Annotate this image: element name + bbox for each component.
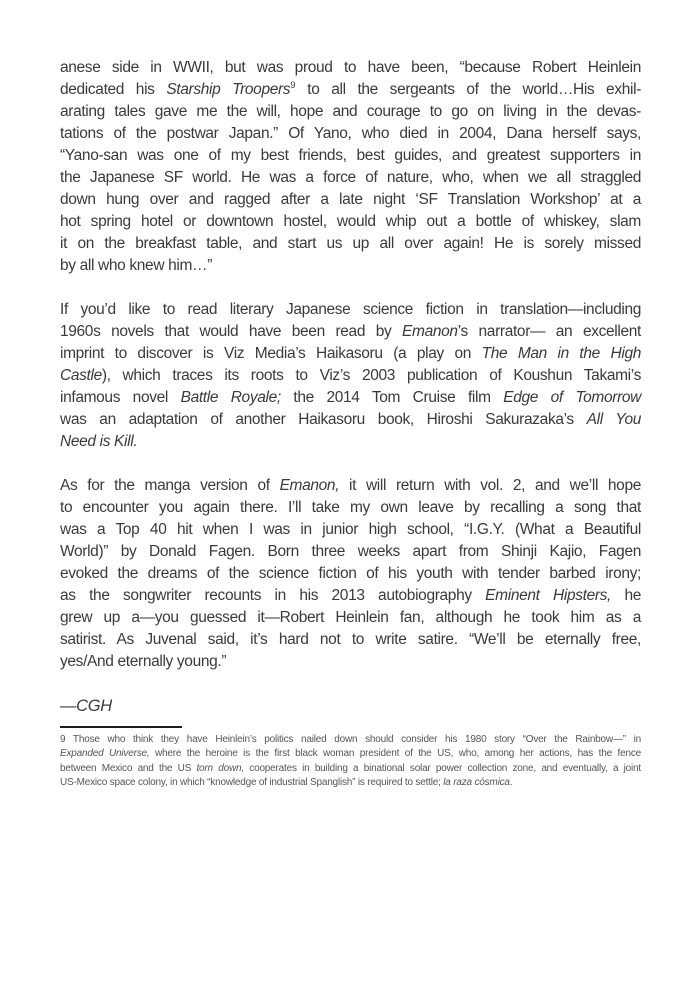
text-segment: hot spring hotel or downtown hostel, would whip out a bottle of whiskey, slam bbox=[60, 213, 641, 230]
text-segment: to encounter you again there. I’ll take my own leave by recalling a song that bbox=[60, 499, 641, 516]
text-segment: imprint to discover is Viz Media’s Haikasoru (a play on bbox=[60, 345, 482, 362]
text-line bbox=[60, 123, 641, 145]
text-line bbox=[60, 299, 641, 321]
text-segment: grew up a—you guessed it—Robert Heinlein fan, although he took him as a bbox=[60, 609, 641, 626]
text-column bbox=[60, 57, 641, 791]
text-segment: All You bbox=[586, 411, 641, 428]
text-line bbox=[60, 762, 641, 776]
text-segment: it on the breakfast table, and start us up all over again! He is sorely missed bbox=[60, 235, 641, 252]
text-segment: to all the sergeants of the world…His exhil- bbox=[295, 81, 642, 98]
text-segment: where the heroine is the first black woman president of the US, who, among her actions, has the fence bbox=[149, 748, 641, 760]
text-segment: . bbox=[509, 777, 513, 789]
text-line bbox=[60, 365, 641, 387]
text-line bbox=[60, 519, 641, 541]
text-segment: World)” by Donald Fagen. Born three weeks apart from Shinji Kajio, Fagen bbox=[60, 543, 641, 560]
text-segment: If you’d like to read literary Japanese science fiction in translation—including bbox=[60, 301, 641, 318]
text-segment: As for the manga version of bbox=[60, 477, 280, 494]
text-segment: arating tales gave me the will, hope and courage to go on living in the devas- bbox=[60, 103, 641, 120]
text-line bbox=[60, 79, 641, 101]
paragraph bbox=[60, 299, 641, 453]
text-segment: 9 Those who think they have Heinlein’s politics nailed down should consider his 1980 story “Over the Rainbow—” in bbox=[60, 734, 641, 745]
text-line bbox=[60, 167, 641, 189]
text-segment: infamous novel bbox=[60, 389, 181, 406]
paragraph bbox=[60, 57, 641, 277]
text-segment: Battle Royale; bbox=[180, 389, 281, 406]
text-segment: anese side in WWII, but was proud to have been, “because Robert Heinlein bbox=[60, 59, 641, 76]
text-line bbox=[60, 409, 641, 431]
text-line bbox=[60, 563, 641, 585]
footnote-reference: 9 bbox=[290, 79, 296, 91]
text-segment: US-Mexico space colony, in which “knowledge of industrial Spanglish” is required to settle; bbox=[60, 777, 444, 789]
text-line bbox=[60, 607, 641, 629]
text-segment: Castle bbox=[60, 367, 102, 384]
text-segment: between Mexico and the US bbox=[60, 762, 197, 774]
text-line bbox=[60, 145, 641, 167]
text-line bbox=[60, 233, 641, 255]
text-line bbox=[60, 321, 641, 343]
text-line bbox=[60, 629, 641, 651]
text-line bbox=[60, 57, 641, 79]
text-line bbox=[60, 776, 641, 790]
text-line bbox=[60, 585, 641, 607]
text-segment: torn down, bbox=[196, 762, 244, 774]
text-segment: was a Top 40 hit when I was in junior high school, “I.G.Y. (What a Beautiful bbox=[60, 521, 641, 538]
text-line bbox=[60, 541, 641, 563]
text-line bbox=[60, 431, 641, 453]
text-segment: yes/And eternally young.” bbox=[60, 653, 227, 670]
text-segment: The Man in the High bbox=[481, 345, 641, 362]
text-line bbox=[60, 651, 641, 673]
text-segment: was an adaptation of another Haikasoru book, Hiroshi Sakurazaka’s bbox=[60, 411, 587, 428]
text-segment: satirist. As Juvenal said, it’s hard not to write satire. “We’ll be eternally free, bbox=[60, 631, 641, 648]
footnote bbox=[60, 733, 641, 791]
text-segment: Starship Troopers bbox=[166, 81, 291, 98]
text-segment: evoked the dreams of the science fiction of his youth with tender barbed irony; bbox=[60, 565, 641, 582]
text-line bbox=[60, 343, 641, 365]
text-line bbox=[60, 255, 641, 277]
text-segment: ), which traces its roots to Viz’s 2003 publication of Koushun Takami’s bbox=[101, 367, 641, 384]
text-segment: “Yano-san was one of my best friends, best guides, and greatest supporters in bbox=[60, 147, 641, 164]
text-segment: he bbox=[611, 587, 642, 604]
text-segment: ’s narrator— an excellent bbox=[457, 323, 641, 340]
text-line bbox=[60, 733, 641, 747]
text-segment: down hung over and ragged after a late night ‘SF Translation Workshop’ at a bbox=[60, 191, 641, 208]
text-segment: dedicated his bbox=[60, 81, 167, 98]
text-segment: tations of the postwar Japan.” Of Yano, who died in 2004, Dana herself says, bbox=[60, 125, 641, 142]
text-line bbox=[60, 189, 641, 211]
text-line bbox=[60, 497, 641, 519]
text-segment: it will return with vol. 2, and we’ll hope bbox=[339, 477, 641, 494]
text-segment: by all who knew him…” bbox=[60, 257, 213, 274]
text-line bbox=[60, 747, 641, 761]
text-line bbox=[60, 387, 641, 409]
text-segment: 1960s novels that would have been read by bbox=[60, 323, 403, 340]
text-segment: the Japanese SF world. He was a force of nature, who, when we all straggled bbox=[60, 169, 641, 186]
document-body bbox=[60, 57, 641, 673]
footnote-rule bbox=[60, 726, 182, 728]
text-line bbox=[60, 211, 641, 233]
text-segment: as the songwriter recounts in his 2013 autobiography bbox=[60, 587, 486, 604]
text-segment: la raza cósmica bbox=[443, 777, 510, 789]
text-segment: Need is Kill. bbox=[60, 433, 138, 450]
text-segment: Eminent Hipsters, bbox=[485, 587, 612, 604]
paragraph bbox=[60, 475, 641, 673]
text-segment: Expanded Universe, bbox=[60, 748, 150, 760]
text-segment: Emanon, bbox=[279, 477, 340, 494]
signature: —CGH bbox=[60, 697, 112, 715]
text-line bbox=[60, 475, 641, 497]
text-segment: the 2014 Tom Cruise film bbox=[280, 389, 504, 406]
text-segment: Edge of Tomorrow bbox=[503, 389, 641, 406]
text-line bbox=[60, 101, 641, 123]
text-segment: Emanon bbox=[402, 323, 458, 340]
text-segment: cooperates in building a binational solar power collection zone, and eventually, a joint bbox=[243, 762, 641, 774]
